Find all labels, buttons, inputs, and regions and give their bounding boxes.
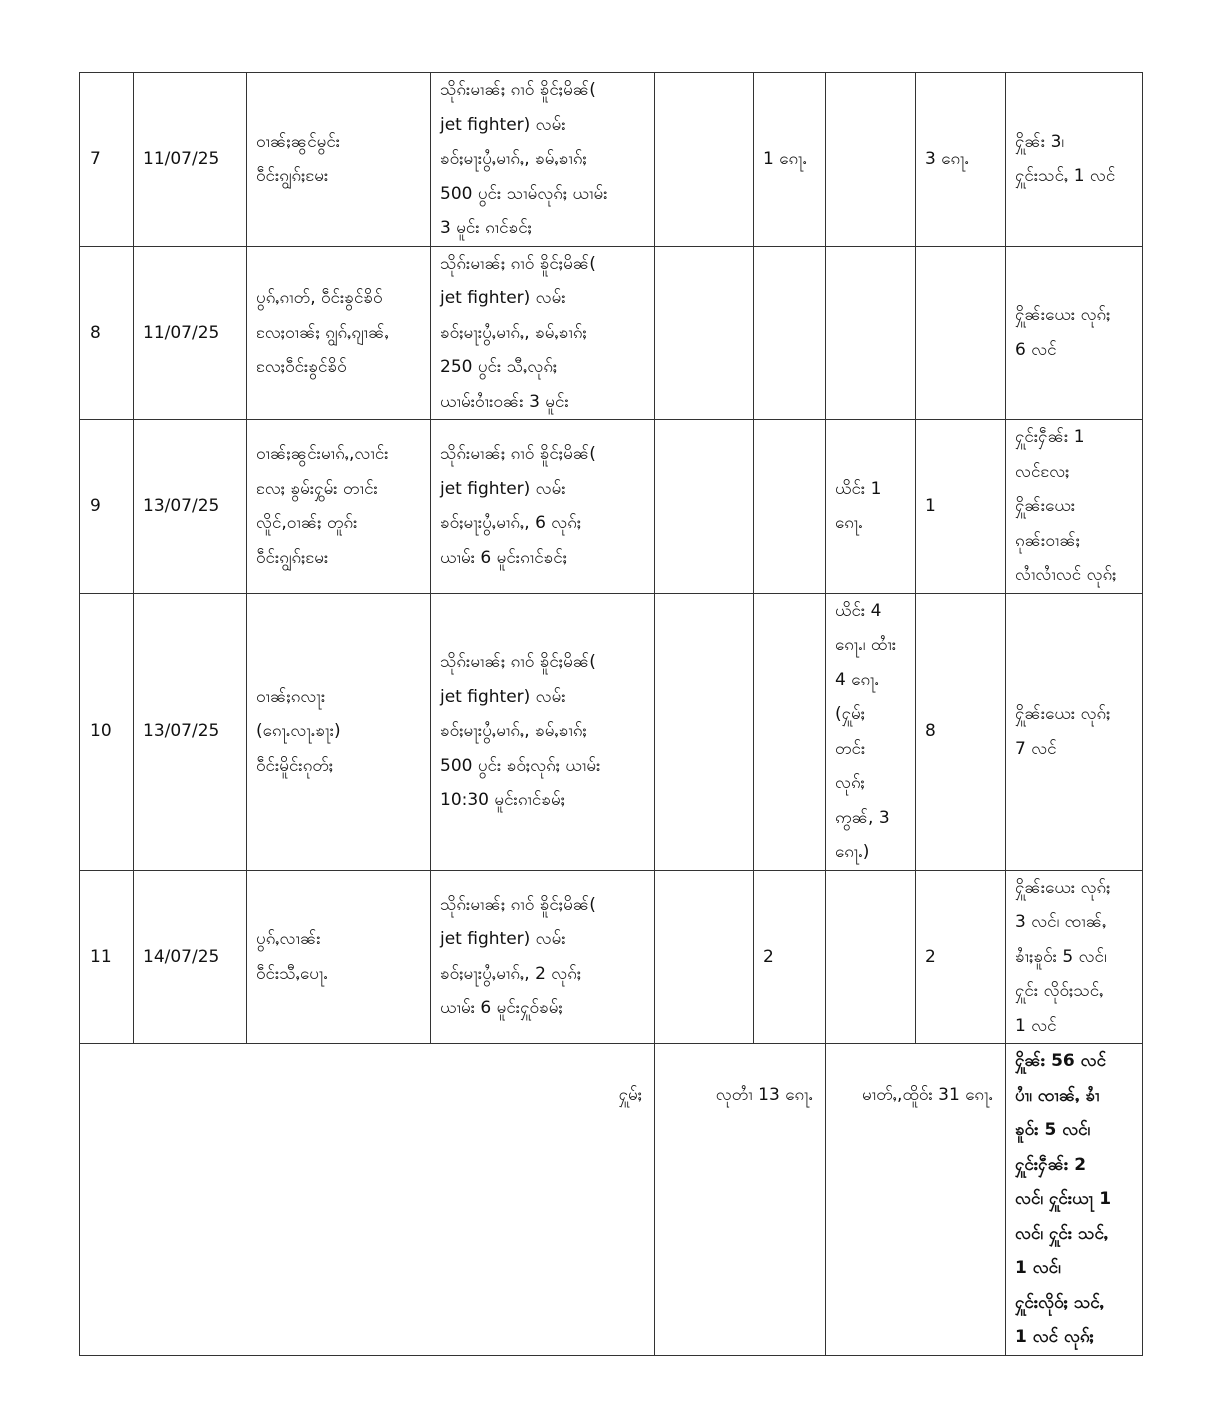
incident-detail-cell: သိုၵ်းမၢၼ်ႈ ၵၢဝ် ၶိူင်ႈမိၼ်( jet fighter) လမ်း ၶဝ်ႈမႃးပွႆႇမၢၵ်ႇ, ၶမ်ႇၶၢၵ်ႈ 500 ပွင်း ၶဝ်ႈလုၵ်ႈ ယၢမ်း 10:30 မူင်းၵၢင်ၶမ်ႈ — [431, 593, 655, 870]
deaths-cell — [754, 593, 826, 870]
row-number-cell: 10 — [80, 593, 134, 870]
total-row — [80, 1044, 1143, 1356]
blank-cell — [655, 593, 754, 870]
incident-table — [79, 72, 1143, 1356]
count-cell — [916, 246, 1006, 420]
injured-cell — [826, 73, 916, 247]
table-row — [80, 593, 1143, 870]
table-body — [80, 73, 1143, 1356]
count-cell: 1 — [916, 420, 1006, 594]
incident-detail-cell: သိုၵ်းမၢၼ်ႈ ၵၢဝ် ၶိူင်ႈမိၼ်( jet fighter) လမ်း ၶဝ်ႈမႃးပွႆႇမၢၵ်ႇ, 6 လုၵ်ႈ ယၢမ်း 6 မူင်းၵၢင်ၶင်ႈ — [431, 420, 655, 594]
injured-cell — [826, 870, 916, 1044]
location-cell: ဝၢၼ်ႈၼွင်မွင်း ဝဵင်းၵျွၵ်ႈမႄး — [247, 73, 431, 247]
blank-cell — [655, 246, 754, 420]
damage-cell: ႁိူၼ်းယေး လုၵ်ႈ 6 လင် — [1006, 246, 1143, 420]
incident-detail-cell: သိုၵ်းမၢၼ်ႈ ၵၢဝ် ၶိူင်ႈမိၼ်( jet fighter) လမ်း ၶဝ်ႈမႃးပွႆႇမၢၵ်ႇ, ၶမ်ႇၶၢၵ်ႈ 500 ပွင်း သၢမ်လုၵ်ႈ ယၢမ်း 3 မူင်း ၵၢင်ၶင်ႈ — [431, 73, 655, 247]
blank-cell — [655, 870, 754, 1044]
date-cell: 13/07/25 — [134, 593, 247, 870]
blank-cell — [655, 420, 754, 594]
table-row — [80, 420, 1143, 594]
damage-cell: ႁိူၼ်း 3၊ ႁူင်းသင်ႇ 1 လင် — [1006, 73, 1143, 247]
date-cell: 13/07/25 — [134, 420, 247, 594]
damage-cell: ႁိူၼ်းယေး လုၵ်ႈ 7 လင် — [1006, 593, 1143, 870]
total-label: ႁူမ်ႈ — [80, 1044, 655, 1356]
row-number-cell: 11 — [80, 870, 134, 1044]
deaths-cell — [754, 246, 826, 420]
deaths-cell: 1 ၵေႃႉ — [754, 73, 826, 247]
row-number-cell: 8 — [80, 246, 134, 420]
location-cell: ပွၵ်ႇလၢၼ်း ဝဵင်းသီႇပေႃႉ — [247, 870, 431, 1044]
date-cell: 11/07/25 — [134, 246, 247, 420]
injured-cell: ယိင်း 1 ၵေႃႉ — [826, 420, 916, 594]
blank-cell — [655, 73, 754, 247]
total-damage: ႁိူၼ်း 56 လင် ပၢႆ၊ ၸၢၼ်ႇ ၶၢႆ ၶူဝ်း 5 လင်၊ ႁူင်းႁဵၼ်း 2 လင်၊ ႁူင်းယႃ 1 လင်၊ ႁူင်း သင်ႇ 1 လင်၊ ႁူင်းလိုဝ်ႈ သင်ႇ 1 လင် လုၵ်ႈ — [1006, 1044, 1143, 1356]
count-cell: 2 — [916, 870, 1006, 1044]
damage-cell: ႁူင်းႁဵၼ်း 1 လင်လႄႈ ႁိူၼ်းယေး ၵုၼ်းဝၢၼ်ႈ လၢႆလၢႆလင် လုၵ်ႈ — [1006, 420, 1143, 594]
row-number-cell: 7 — [80, 73, 134, 247]
injured-cell: ယိင်း 4 ၵေႃႉ၊ ထၢႆး 4 ၵေႃႉ (ႁူမ်ႈ တင်း လုၵ်ႈ ဢွၼ်, 3 ၵေႃႉ) — [826, 593, 916, 870]
table-row — [80, 246, 1143, 420]
deaths-cell — [754, 420, 826, 594]
count-cell: 8 — [916, 593, 1006, 870]
table-row — [80, 870, 1143, 1044]
location-cell: ဝၢၼ်ႈၼွင်းမၢၵ်ႇ,လၢင်း လႄႈ ၶွမ်းႁွမ်း တၢင်း လိူင်,ဝၢၼ်ႈ တူၵ်း ဝဵင်းၵျွၵ်ႈမႄး — [247, 420, 431, 594]
location-cell: ဝၢၼ်ႈၵလႃး (ၵေႃႉလႃႉၶႃး) ဝဵင်းမိူင်းၵုတ်ႈ — [247, 593, 431, 870]
total-injured: မၢတ်ႇ,ထိူဝ်း 31 ၵေႃႉ — [826, 1044, 1006, 1356]
damage-cell: ႁိူၼ်းယေး လုၵ်ႈ 3 လင်၊ ၸၢၼ်ႇ ၶၢႆႈၶူဝ်း 5 လင်၊ ႁူင်း လိုဝ်ႈသင်ႇ 1 လင် — [1006, 870, 1143, 1044]
date-cell: 11/07/25 — [134, 73, 247, 247]
count-cell: 3 ၵေႃႉ — [916, 73, 1006, 247]
incident-detail-cell: သိုၵ်းမၢၼ်ႈ ၵၢဝ် ၶိူင်ႈမိၼ်( jet fighter) လမ်း ၶဝ်ႈမႃးပွႆႇမၢၵ်ႇ, ၶမ်ႇၶၢၵ်ႈ 250 ပွင်း သီႇလုၵ်ႈ ယၢမ်းဝၢႆးဝၼ်း 3 မူင်း — [431, 246, 655, 420]
table-row — [80, 73, 1143, 247]
injured-cell — [826, 246, 916, 420]
deaths-cell: 2 — [754, 870, 826, 1044]
location-cell: ပွၵ်ႇၵၢတ်, ဝဵင်းၶွင်ၶိဝ် လႄႈဝၢၼ်ႈ ၵျွၵ်ႇၵျၢၼ်ႇ လႄႈဝဵင်းၶွင်ၶိဝ် — [247, 246, 431, 420]
total-dead: လုတၢႆ 13 ၵေႃႉ — [655, 1044, 826, 1356]
date-cell: 14/07/25 — [134, 870, 247, 1044]
incident-detail-cell: သိုၵ်းမၢၼ်ႈ ၵၢဝ် ၶိူင်ႈမိၼ်( jet fighter) လမ်း ၶဝ်ႈမႃးပွႆႇမၢၵ်ႇ, 2 လုၵ်ႈ ယၢမ်း 6 မူင်းႁူဝ်ၶမ်ႈ — [431, 870, 655, 1044]
row-number-cell: 9 — [80, 420, 134, 594]
